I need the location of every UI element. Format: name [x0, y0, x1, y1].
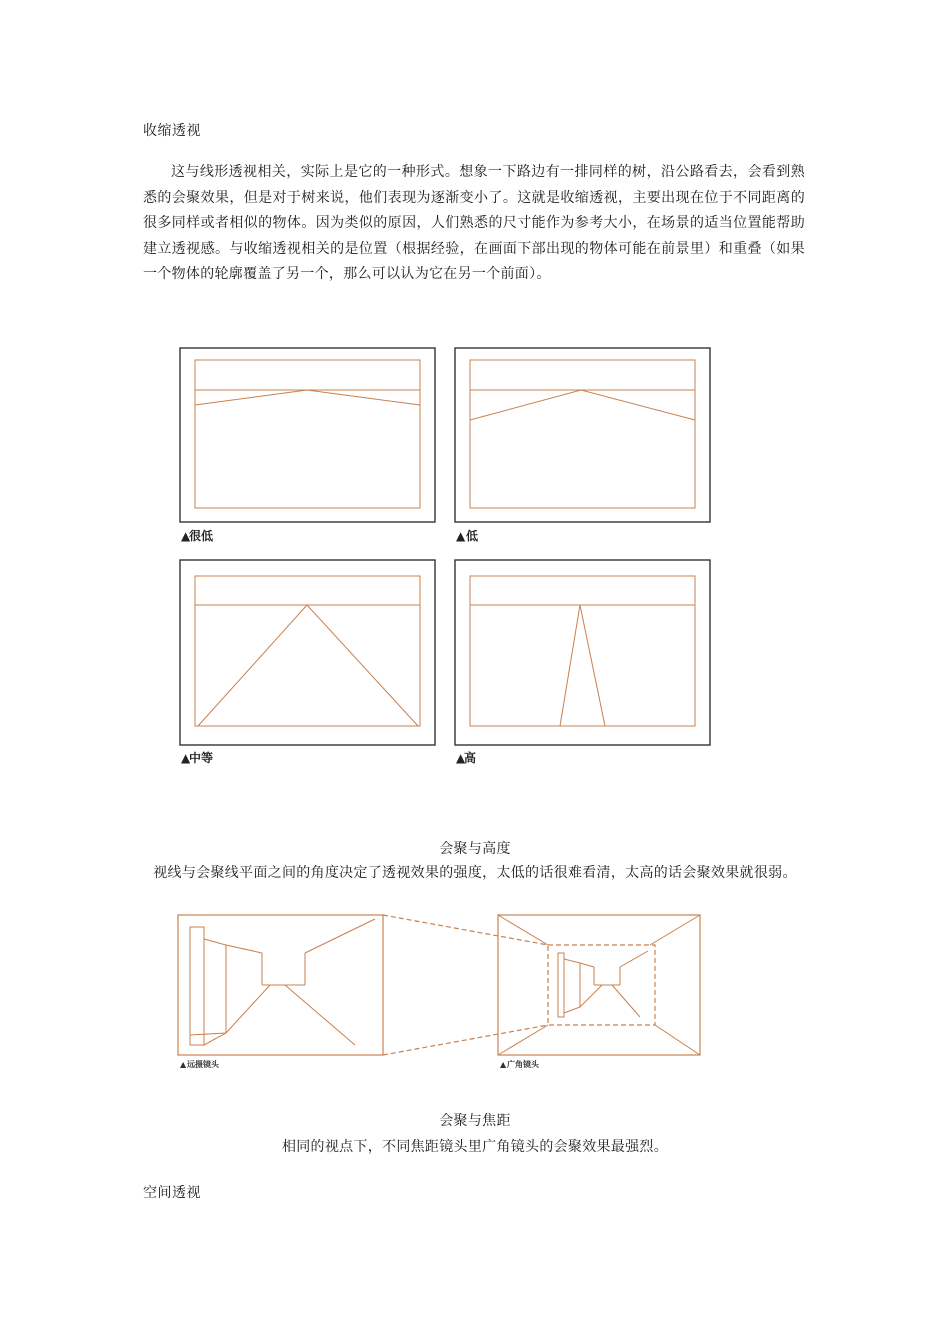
- caret-icon: ▲: [456, 751, 466, 765]
- figure2-caption-text: 相同的视点下，不同焦距镜头里广角镜头的会聚效果最强烈。: [281, 1139, 669, 1155]
- section-title: 空间透视: [143, 1185, 201, 1201]
- panel-label: 高: [464, 751, 477, 765]
- panel-label: 中等: [189, 751, 214, 765]
- panel-label: 远摄镜头: [187, 1060, 219, 1069]
- panel-label: 低: [466, 529, 479, 543]
- caret-icon: ▲: [181, 751, 191, 765]
- caret-icon: ▲: [456, 529, 466, 543]
- panel-label: 广角镜头: [507, 1060, 539, 1069]
- caret-icon: ▲: [180, 1060, 187, 1069]
- panel-label: 很低: [189, 529, 214, 543]
- figure2-caption-title: 会聚与焦距: [439, 1113, 511, 1129]
- figure-convergence-height: [170, 340, 730, 770]
- figure-convergence-focal: [170, 905, 710, 1080]
- caret-icon: ▲: [500, 1060, 507, 1069]
- figure1-caption-text: 视线与会聚线平面之间的角度决定了透视效果的强度，太低的话很难看清，太高的话会聚效果就很弱。: [153, 865, 797, 881]
- body-paragraph: 这与线形透视相关，实际上是它的一种形式。想象一下路边有一排同样的树，沿公路看去，会看到熟悉的会聚效果，但是对于树来说，他们表现为逐渐变小了。这就是收缩透视，主要出现在位于不同距离的很多同样或者相似的物体。因为类似的原因，人们熟悉的尺寸能作为参考大小，在场景的适当位置能帮助建立透视感。与收缩透视相关的是位置（根据经验，在画面下部出现的物体可能在前景里）和重叠（如果一个物体的轮廓覆盖了另一个，那么可以认为它在另一个前面）。: [143, 164, 805, 282]
- section-title: 收缩透视: [143, 123, 201, 139]
- caret-icon: ▲: [181, 529, 191, 543]
- figure1-caption-title: 会聚与高度: [439, 841, 511, 857]
